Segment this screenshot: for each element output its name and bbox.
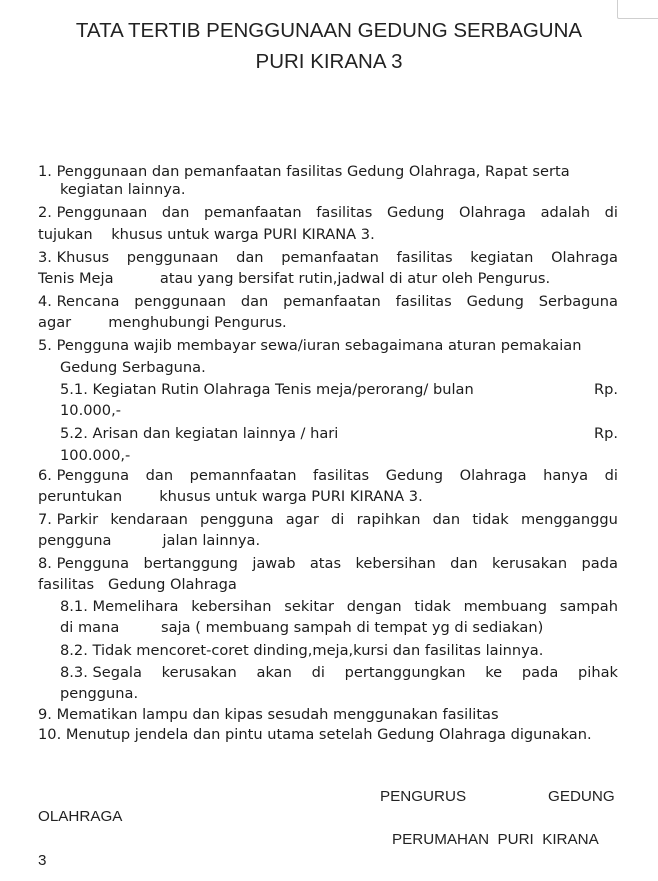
rule-6-line-2: peruntukan khusus untuk warga PURI KIRANA 3. bbox=[38, 488, 423, 505]
word: kendaraan bbox=[110, 511, 188, 528]
currency: Rp. bbox=[593, 425, 618, 442]
word: pemanfaatan bbox=[283, 293, 381, 310]
word: membuang bbox=[463, 598, 547, 615]
word: fasilitas bbox=[395, 293, 452, 310]
word: kerusakan bbox=[492, 555, 568, 572]
word: Gedung bbox=[466, 293, 524, 310]
word: di bbox=[331, 511, 345, 528]
word: bertanggung bbox=[143, 555, 238, 572]
rule-10: 10. Menutup jendela dan pintu utama setelah Gedung Olahraga digunakan. bbox=[38, 726, 592, 743]
word: dan bbox=[145, 467, 174, 484]
currency: Rp. bbox=[593, 381, 618, 398]
word: dan bbox=[161, 204, 190, 221]
rule-7-line-1 bbox=[38, 511, 618, 529]
rule-7-line-2: pengguna jalan lainnya. bbox=[38, 532, 261, 549]
rule-8-3-line-1 bbox=[60, 664, 618, 682]
rule-5-1-line-1 bbox=[60, 381, 618, 399]
page-corner-mark bbox=[617, 0, 658, 19]
rule-3-line-2: Tenis Meja atau yang bersifat rutin,jadwal di atur oleh Pengurus. bbox=[38, 270, 551, 287]
word: dengan bbox=[346, 598, 402, 615]
rule-2-line-2: tujukan khusus untuk warga PURI KIRANA 3. bbox=[38, 226, 375, 243]
rule-8-line-1 bbox=[38, 555, 618, 573]
fee-description: 5.1. Kegiatan Rutin Olahraga Tenis meja/perorang/ bulan bbox=[60, 381, 474, 398]
word: akan bbox=[256, 664, 292, 681]
word: Olahraga bbox=[459, 204, 526, 221]
rule-8-line-2: fasilitas Gedung Olahraga bbox=[38, 576, 237, 593]
rule-3-line-1 bbox=[38, 249, 618, 267]
word: 2. Penggunaan bbox=[38, 204, 148, 221]
word: pertanggungkan bbox=[344, 664, 466, 681]
rule-4-line-2: agar menghubungi Pengurus. bbox=[38, 314, 287, 331]
signature-pengurus: PENGURUS bbox=[380, 788, 467, 805]
word: Olahraga bbox=[459, 467, 527, 484]
word: fasilitas bbox=[316, 204, 373, 221]
signature-perumahan: PERUMAHAN PURI KIRANA bbox=[392, 831, 599, 848]
word: dan bbox=[240, 293, 269, 310]
word: tidak bbox=[472, 511, 509, 528]
signature-number: 3 bbox=[38, 852, 47, 869]
word: 7. Parkir bbox=[38, 511, 99, 528]
word: kegiatan bbox=[470, 249, 534, 266]
word: 4. Rencana bbox=[38, 293, 120, 310]
word: sekitar bbox=[284, 598, 334, 615]
rule-5-line-1: 5. Pengguna wajib membayar sewa/iuran sebagaimana aturan pemakaian bbox=[38, 337, 582, 354]
rule-1-line-2: kegiatan lainnya. bbox=[60, 181, 186, 198]
word: kebersihan bbox=[355, 555, 436, 572]
rule-1-line-1: 1. Penggunaan dan pemanfaatan fasilitas Gedung Olahraga, Rapat serta bbox=[38, 163, 570, 180]
rule-9: 9. Mematikan lampu dan kipas sesudah menggunakan fasilitas bbox=[38, 706, 499, 723]
word: kerusakan bbox=[161, 664, 237, 681]
word: di bbox=[311, 664, 325, 681]
word: pada bbox=[521, 664, 559, 681]
word: atas bbox=[309, 555, 342, 572]
word: fasilitas bbox=[396, 249, 453, 266]
signature-gedung: GEDUNG bbox=[548, 788, 615, 805]
word: di bbox=[604, 204, 618, 221]
word: Gedung bbox=[387, 204, 445, 221]
word: 8. Pengguna bbox=[38, 555, 130, 572]
word: dan bbox=[450, 555, 478, 572]
rule-8-1-line-1 bbox=[60, 598, 618, 616]
word: fasilitas bbox=[313, 467, 370, 484]
word: tidak bbox=[414, 598, 451, 615]
word: adalah bbox=[540, 204, 590, 221]
word: dan bbox=[236, 249, 264, 266]
word: ke bbox=[485, 664, 503, 681]
word: kebersihan bbox=[191, 598, 272, 615]
word: pengguna bbox=[200, 511, 274, 528]
document-title: TATA TERTIB PENGGUNAAN GEDUNG SERBAGUNA bbox=[75, 19, 583, 42]
word: 6. Pengguna bbox=[38, 467, 130, 484]
word: 8.3. Segala bbox=[60, 664, 142, 681]
word: sampah bbox=[559, 598, 618, 615]
rule-5-2-line-1 bbox=[60, 425, 618, 443]
word: hanya bbox=[543, 467, 589, 484]
rule-5-1-amount: 10.000,- bbox=[60, 402, 121, 419]
rule-8-1-line-2: di mana saja ( membuang sampah di tempat yg di sediakan) bbox=[60, 619, 544, 636]
rule-5-line-2: Gedung Serbaguna. bbox=[60, 359, 206, 376]
rule-8-2: 8.2. Tidak mencoret-coret dinding,meja,kursi dan fasilitas lainnya. bbox=[60, 642, 544, 659]
rule-2-line-1 bbox=[38, 204, 618, 222]
word: pihak bbox=[578, 664, 618, 681]
word: mengganggu bbox=[520, 511, 618, 528]
word: pemanfaatan bbox=[281, 249, 379, 266]
word: pemannfaatan bbox=[189, 467, 297, 484]
rule-6-line-1 bbox=[38, 467, 618, 485]
word: Gedung bbox=[385, 467, 444, 484]
document-subtitle: PURI KIRANA 3 bbox=[255, 50, 403, 73]
word: pemanfaatan bbox=[204, 204, 302, 221]
word: 3. Khusus bbox=[38, 249, 110, 266]
fee-description: 5.2. Arisan dan kegiatan lainnya / hari bbox=[60, 425, 339, 442]
rule-5-2-amount: 100.000,- bbox=[60, 447, 131, 464]
word: agar bbox=[285, 511, 319, 528]
word: penggunaan bbox=[126, 249, 219, 266]
word: pada bbox=[581, 555, 618, 572]
word: Olahraga bbox=[551, 249, 618, 266]
word: penggunaan bbox=[134, 293, 226, 310]
word: di bbox=[604, 467, 618, 484]
word: dan bbox=[432, 511, 461, 528]
word: 8.1. Memelihara bbox=[60, 598, 179, 615]
word: Serbaguna bbox=[538, 293, 618, 310]
word: jawab bbox=[252, 555, 296, 572]
rule-8-3-line-2: pengguna. bbox=[60, 685, 139, 702]
signature-olahraga: OLAHRAGA bbox=[38, 808, 123, 825]
rule-4-line-1 bbox=[38, 293, 618, 311]
word: rapihkan bbox=[356, 511, 421, 528]
